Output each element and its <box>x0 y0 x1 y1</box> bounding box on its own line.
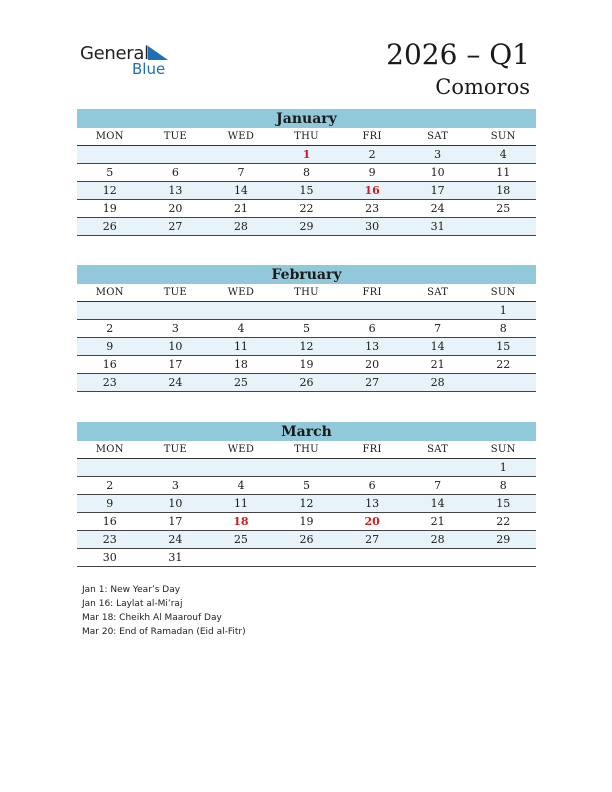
day-cell: 21 <box>233 202 248 215</box>
day-cell <box>339 302 405 319</box>
weekday-header-row <box>77 284 536 302</box>
month-title: February <box>77 265 536 284</box>
day-cell <box>143 459 209 476</box>
week-row <box>77 146 536 164</box>
day-cell: 28 <box>233 220 248 233</box>
week-row <box>77 374 536 392</box>
day-cell: 30 <box>102 551 117 564</box>
day-cell: 25 <box>233 533 248 546</box>
day-cell: 28 <box>430 376 445 389</box>
day-cell <box>405 302 471 319</box>
day-cell: 29 <box>299 220 314 233</box>
day-cell <box>208 549 274 566</box>
day-cell: 31 <box>168 551 183 564</box>
weekday-header-row <box>77 441 536 459</box>
month-title: March <box>77 422 536 441</box>
week-row <box>77 164 536 182</box>
day-cell: 19 <box>299 515 314 528</box>
day-cell: 19 <box>102 202 117 215</box>
day-cell: 22 <box>496 515 511 528</box>
week-row <box>77 338 536 356</box>
weekday-label: FRI <box>362 444 382 455</box>
weekday-label: FRI <box>362 287 382 298</box>
day-cell: 15 <box>496 340 511 353</box>
holiday-day-cell: 20 <box>364 515 380 528</box>
holiday-note: Mar 18: Cheikh Al Maarouf Day <box>82 613 222 623</box>
day-cell: 6 <box>368 479 376 492</box>
day-cell: 27 <box>365 533 380 546</box>
logo-triangle-icon <box>148 46 168 60</box>
holiday-note: Mar 20: End of Ramadan (Eid al-Fitr) <box>82 627 246 637</box>
page-title: 2026 – Q1 <box>386 38 530 71</box>
holiday-day-cell: 1 <box>302 148 311 161</box>
day-cell: 9 <box>106 340 114 353</box>
weekday-label: TUE <box>163 287 188 298</box>
week-row <box>77 320 536 338</box>
week-row <box>77 182 536 200</box>
day-cell: 21 <box>430 358 445 371</box>
day-cell: 12 <box>299 497 314 510</box>
day-cell <box>143 146 209 163</box>
day-cell: 22 <box>299 202 314 215</box>
day-cell: 9 <box>106 497 114 510</box>
day-cell: 16 <box>102 358 117 371</box>
day-cell <box>405 459 471 476</box>
day-cell: 11 <box>233 497 248 510</box>
day-cell: 8 <box>499 479 507 492</box>
week-row <box>77 531 536 549</box>
day-cell: 23 <box>365 202 380 215</box>
day-cell: 6 <box>368 322 376 335</box>
day-cell: 26 <box>299 376 314 389</box>
day-cell: 11 <box>233 340 248 353</box>
day-cell <box>143 302 209 319</box>
day-cell <box>274 549 340 566</box>
day-cell: 15 <box>496 497 511 510</box>
day-cell <box>470 549 536 566</box>
day-cell <box>470 374 536 391</box>
day-cell: 4 <box>237 322 245 335</box>
day-cell: 3 <box>434 148 442 161</box>
day-cell: 1 <box>499 461 507 474</box>
logo-text-blue: Blue <box>132 60 166 78</box>
weekday-label: THU <box>294 131 319 142</box>
day-cell: 21 <box>430 515 445 528</box>
day-cell: 24 <box>168 533 183 546</box>
month-february <box>77 265 536 392</box>
day-cell: 19 <box>299 358 314 371</box>
day-cell <box>339 549 405 566</box>
day-cell <box>208 302 274 319</box>
day-cell: 13 <box>168 184 183 197</box>
day-cell <box>274 459 340 476</box>
day-cell: 3 <box>171 322 179 335</box>
weekday-label: SUN <box>490 444 516 455</box>
day-cell: 7 <box>434 479 442 492</box>
day-cell: 20 <box>365 358 380 371</box>
day-cell: 5 <box>303 322 311 335</box>
day-cell: 4 <box>499 148 507 161</box>
day-cell: 5 <box>303 479 311 492</box>
day-cell <box>77 146 143 163</box>
week-row <box>77 459 536 477</box>
day-cell: 15 <box>299 184 314 197</box>
day-cell: 8 <box>303 166 311 179</box>
day-cell: 16 <box>102 515 117 528</box>
day-cell: 25 <box>496 202 511 215</box>
weekday-label: WED <box>227 444 255 455</box>
holiday-note: Jan 16: Laylat al-Mi’raj <box>82 599 183 609</box>
day-cell: 25 <box>233 376 248 389</box>
generalblue-logo <box>80 40 190 80</box>
day-cell: 31 <box>430 220 445 233</box>
day-cell: 8 <box>499 322 507 335</box>
day-cell: 2 <box>106 322 114 335</box>
day-cell: 17 <box>168 358 183 371</box>
weekday-label: MON <box>95 287 124 298</box>
day-cell: 12 <box>102 184 117 197</box>
week-row <box>77 477 536 495</box>
day-cell <box>339 459 405 476</box>
day-cell: 14 <box>430 340 445 353</box>
day-cell: 12 <box>299 340 314 353</box>
day-cell: 23 <box>102 376 117 389</box>
weekday-label: WED <box>227 131 255 142</box>
day-cell: 29 <box>496 533 511 546</box>
day-cell: 6 <box>171 166 179 179</box>
day-cell: 1 <box>499 304 507 317</box>
month-january <box>77 109 536 236</box>
day-cell: 10 <box>168 340 183 353</box>
day-cell: 18 <box>496 184 511 197</box>
weekday-label: THU <box>294 287 319 298</box>
day-cell: 5 <box>106 166 114 179</box>
day-cell: 22 <box>496 358 511 371</box>
holiday-notes <box>82 583 246 639</box>
day-cell: 24 <box>168 376 183 389</box>
logo-text-general: General <box>80 43 149 64</box>
country-name: Comoros <box>435 75 530 99</box>
day-cell <box>77 459 143 476</box>
week-row <box>77 356 536 374</box>
week-row <box>77 200 536 218</box>
day-cell: 7 <box>434 322 442 335</box>
day-cell: 26 <box>299 533 314 546</box>
day-cell: 2 <box>368 148 376 161</box>
day-cell: 9 <box>368 166 376 179</box>
day-cell: 17 <box>430 184 445 197</box>
day-cell: 26 <box>102 220 117 233</box>
holiday-note: Jan 1: New Year’s Day <box>82 585 181 595</box>
weekday-label: SAT <box>427 131 449 142</box>
weekday-label: THU <box>294 444 319 455</box>
day-cell: 14 <box>233 184 248 197</box>
day-cell: 11 <box>496 166 511 179</box>
day-cell: 3 <box>171 479 179 492</box>
week-row <box>77 495 536 513</box>
weekday-label: TUE <box>163 131 188 142</box>
day-cell: 27 <box>168 220 183 233</box>
week-row <box>77 302 536 320</box>
weekday-label: SUN <box>490 287 516 298</box>
weekday-label: SUN <box>490 131 516 142</box>
month-title: January <box>77 109 536 128</box>
weekday-label: MON <box>95 444 124 455</box>
week-row <box>77 513 536 531</box>
day-cell: 2 <box>106 479 114 492</box>
day-cell: 10 <box>168 497 183 510</box>
day-cell: 10 <box>430 166 445 179</box>
day-cell: 17 <box>168 515 183 528</box>
weekday-header-row <box>77 128 536 146</box>
day-cell: 23 <box>102 533 117 546</box>
weekday-label: SAT <box>427 444 449 455</box>
day-cell: 13 <box>365 340 380 353</box>
week-row <box>77 549 536 567</box>
month-march <box>77 422 536 567</box>
day-cell: 13 <box>365 497 380 510</box>
day-cell: 30 <box>365 220 380 233</box>
day-cell: 7 <box>237 166 245 179</box>
day-cell: 14 <box>430 497 445 510</box>
day-cell: 4 <box>237 479 245 492</box>
day-cell: 28 <box>430 533 445 546</box>
weekday-label: MON <box>95 131 124 142</box>
day-cell <box>274 302 340 319</box>
weekday-label: WED <box>227 287 255 298</box>
week-row <box>77 218 536 236</box>
day-cell: 20 <box>168 202 183 215</box>
holiday-day-cell: 16 <box>364 184 380 197</box>
day-cell <box>77 302 143 319</box>
weekday-label: TUE <box>163 444 188 455</box>
day-cell <box>208 459 274 476</box>
weekday-label: FRI <box>362 131 382 142</box>
day-cell <box>405 549 471 566</box>
day-cell: 18 <box>233 358 248 371</box>
day-cell <box>208 146 274 163</box>
day-cell <box>470 218 536 235</box>
holiday-day-cell: 18 <box>233 515 249 528</box>
weekday-label: SAT <box>427 287 449 298</box>
day-cell: 24 <box>430 202 445 215</box>
day-cell: 27 <box>365 376 380 389</box>
